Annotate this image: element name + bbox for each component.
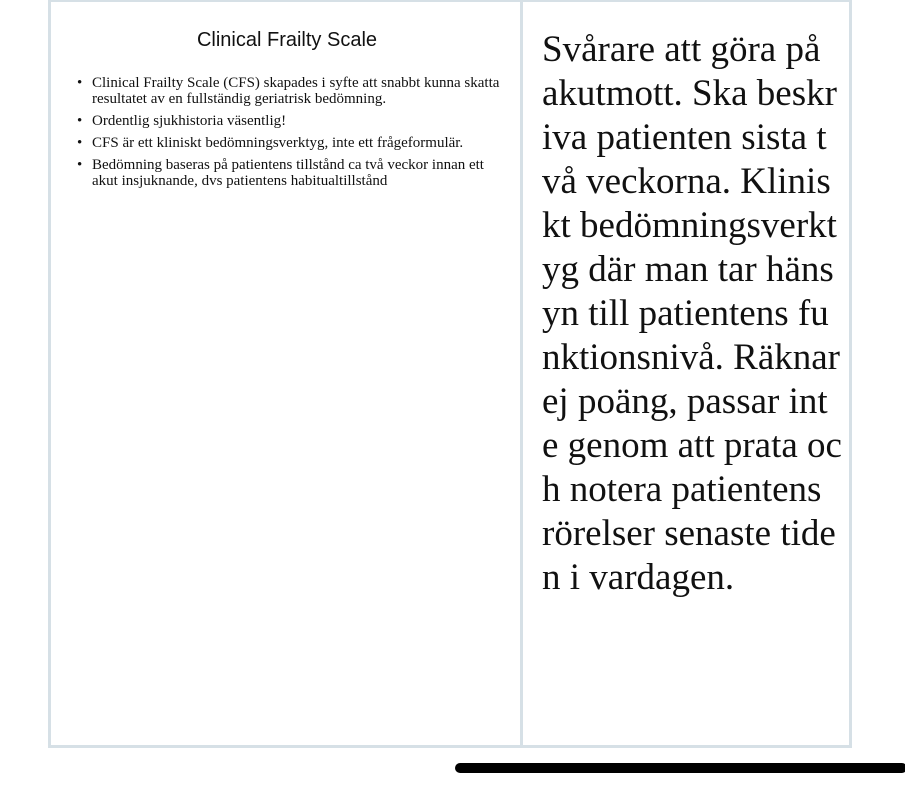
bullet-icon: • bbox=[77, 113, 83, 129]
bullet-icon: • bbox=[77, 135, 83, 151]
slide-notes-table bbox=[48, 0, 852, 748]
bullet-text: Clinical Frailty Scale (CFS) skapades i syfte att snabbt kunna skatta resultatet av en fullständig geriatrisk bedömning. bbox=[92, 75, 500, 107]
list-item bbox=[77, 135, 507, 151]
bullet-text: CFS är ett kliniskt bedömningsverktyg, inte ett frågeformulär. bbox=[92, 135, 464, 151]
bullet-text: Ordentlig sjukhistoria väsentlig! bbox=[92, 113, 287, 129]
slide-bullet-list bbox=[77, 75, 507, 195]
list-item bbox=[77, 157, 507, 189]
bullet-text: Bedömning baseras på patientens tillstånd ca två veckor innan ett akut insjuknande, dvs patientens habitualtillstånd bbox=[92, 157, 484, 189]
slide-thumbnail-cell bbox=[51, 2, 523, 745]
speaker-notes-cell bbox=[523, 2, 849, 745]
slide-title: Clinical Frailty Scale bbox=[196, 29, 378, 51]
list-item bbox=[77, 75, 507, 107]
bullet-icon: • bbox=[77, 75, 83, 91]
bullet-icon: • bbox=[77, 157, 83, 173]
home-indicator-bar[interactable] bbox=[455, 763, 905, 773]
speaker-notes-text: Svårare att göra på akutmott. Ska beskriva patienten sista två veckorna. Kliniskt bedömningsverktyg där man tar hänsyn till patientens funktionsnivå. Räknar ej poäng, passar inte genom att prata och notera patientens rörelser senaste tiden i vardagen. bbox=[542, 29, 842, 598]
list-item bbox=[77, 113, 507, 129]
